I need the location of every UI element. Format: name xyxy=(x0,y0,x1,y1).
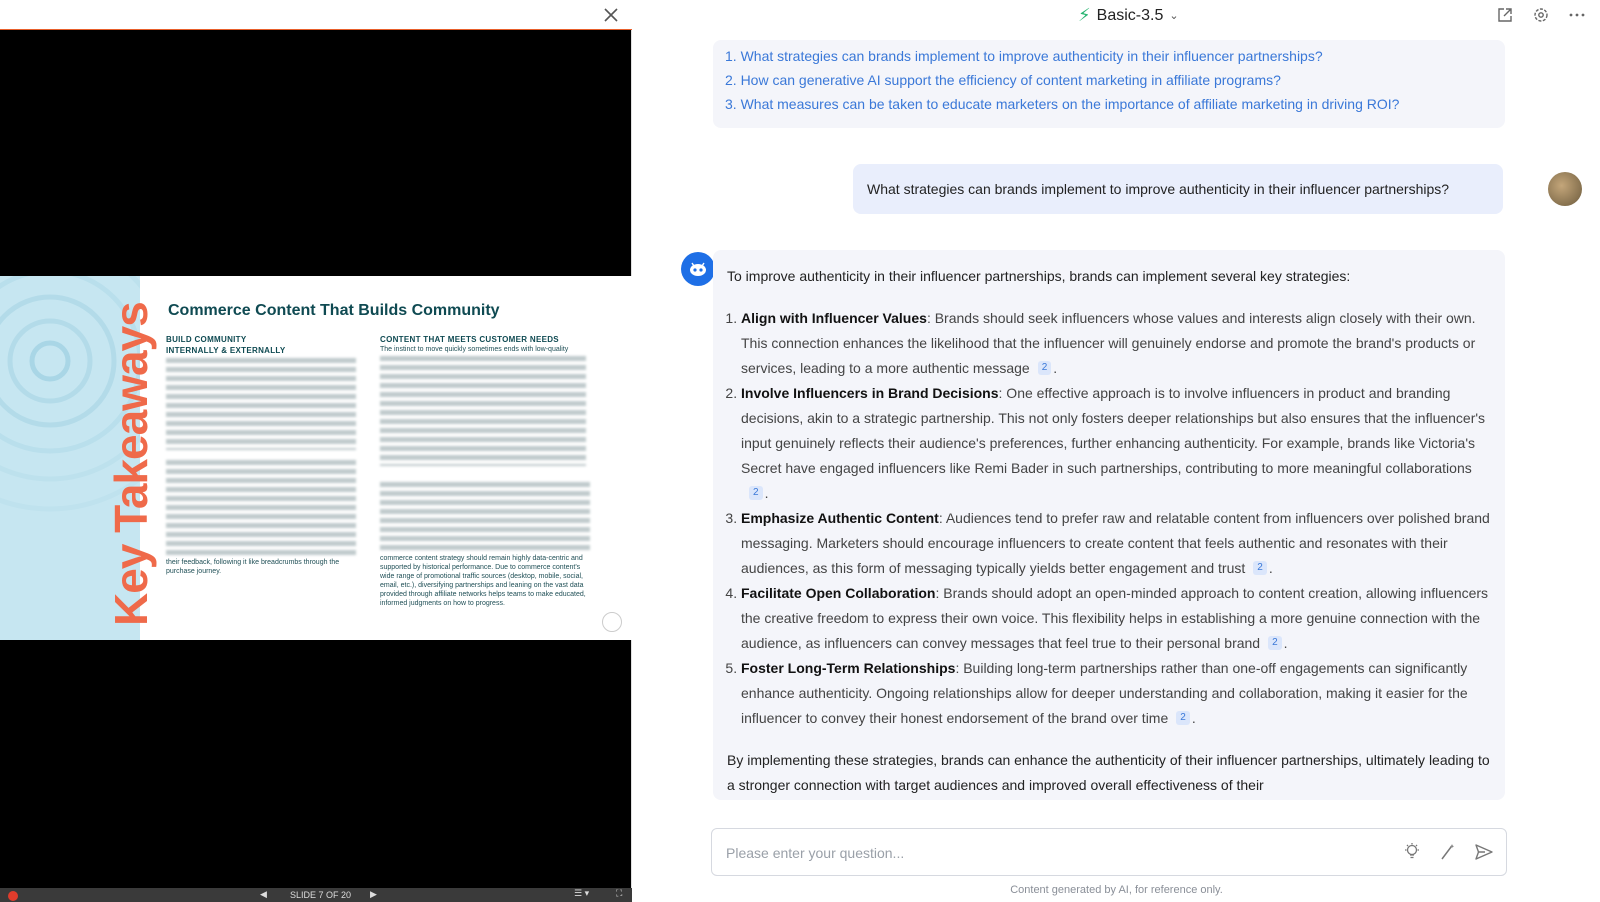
ai-disclaimer: Content generated by AI, for reference only. xyxy=(1010,884,1223,896)
fullscreen-icon[interactable]: ⛶ xyxy=(616,888,623,898)
record-icon[interactable] xyxy=(8,891,18,901)
settings-icon[interactable] xyxy=(1532,6,1550,24)
slide-counter: SLIDE 7 OF 20 xyxy=(290,890,352,900)
answer-item-text: : One effective approach is to involve influencers in product and branding decisions, akin to a strategic partnership. This not only fosters deeper relationships but also ensures that the influencer's input genuinely reflects their audience's preferences, further enhancing authenticity. For example, brands like Victoria's Secret have engaged influencers like Remi Bader in such partnerships, contributing to more meaningful collaborations xyxy=(741,385,1486,476)
slide-col2-tail: commerce content strategy should remain highly data-centric and supported by historical performance. Due to commerce content's wide range of promotional traffic sources (desktop, mobile, social, email, etc.), diversifying partnerships and leaning on the vast data provided through affiliate networks helps teams to make educated, informed judgments on how to progress. xyxy=(380,555,586,607)
viewer-topbar xyxy=(0,0,632,30)
chat-pane xyxy=(633,0,1600,902)
slide-col1-heading-line1: BUILD COMMUNITY xyxy=(166,335,247,344)
slide-vertical-title: Key Takeaways xyxy=(105,302,157,626)
citation-badge[interactable]: 2 xyxy=(749,486,763,500)
slide-col2-heading: CONTENT THAT MEETS CUSTOMER NEEDS xyxy=(380,335,559,344)
suggested-question-3[interactable]: 3. What measures can be taken to educate marketers on the importance of affiliate marketing in driving ROI? xyxy=(725,96,1400,112)
answer-item-title: Facilitate Open Collaboration xyxy=(741,585,936,601)
chat-topbar xyxy=(633,0,1600,30)
suggested-question-2[interactable]: 2. How can generative AI support the efficiency of content marketing in affiliate programs? xyxy=(725,72,1281,88)
slide-col2-blurred-text-2 xyxy=(380,482,590,552)
next-slide-icon[interactable]: ▶ xyxy=(370,889,377,899)
slide-col1-blurred-text xyxy=(166,358,356,450)
answer-item-text: : Audiences tend to prefer raw and relatable content from influencers over polished brand messaging. Marketers should encourage influencers to create content that feels authentic and resonates with their audiences, as this form of messaging typically yields better engagement and trust xyxy=(741,510,1490,576)
citation-badge[interactable]: 2 xyxy=(1253,561,1267,575)
answer-item-title: Align with Influencer Values xyxy=(741,310,927,326)
close-icon[interactable] xyxy=(602,6,620,24)
answer-list xyxy=(727,306,1491,731)
answer-item-text: : Brands should seek influencers whose values and interests align closely with their own. This connection enhances the likelihood that the influencer will genuinely endorse and promote the brand's products or services, leading to a more authentic message xyxy=(741,310,1476,376)
model-name: Basic-3.5 xyxy=(1096,6,1164,24)
user-avatar xyxy=(1548,172,1582,206)
question-input[interactable] xyxy=(726,841,1366,865)
citation-badge[interactable]: 2 xyxy=(1268,636,1282,650)
slide-col2-blurred-text xyxy=(380,356,586,466)
answer-item: 5. Foster Long-Term Relationships: Building long-term partnerships rather than one-off engagements can significantly enhance authenticity. Ongoing relationships allow for deeper understanding and collaboration, making it easier for the influencer to convey their honest endorsement of the brand over time 2 . xyxy=(741,656,1491,731)
model-selector[interactable] xyxy=(1078,5,1179,26)
magic-wand-icon[interactable] xyxy=(1438,842,1458,862)
citation-badge[interactable]: 2 xyxy=(1176,711,1190,725)
slide-canvas xyxy=(0,276,632,640)
citation-badge[interactable]: 2 xyxy=(1038,361,1052,375)
user-message: What strategies can brands implement to improve authenticity in their influencer partnerships? xyxy=(853,164,1503,214)
slide-col1-blurred-text-2 xyxy=(166,460,356,556)
answer-item-title: Involve Influencers in Brand Decisions xyxy=(741,385,999,401)
input-actions xyxy=(1402,842,1494,862)
send-icon[interactable] xyxy=(1474,842,1494,862)
more-icon[interactable] xyxy=(1568,6,1586,24)
slide-title: Commerce Content That Builds Community xyxy=(168,302,500,319)
slide-controls xyxy=(0,888,632,902)
slide-logo-icon xyxy=(602,612,622,632)
question-input-box xyxy=(711,828,1507,876)
assistant-answer xyxy=(713,250,1505,800)
slide-col1-heading-line2: INTERNALLY & EXTERNALLY xyxy=(166,346,286,355)
answer-item: 1. Align with Influencer Values: Brands should seek influencers whose values and interests align closely with their own. This connection enhances the likelihood that the influencer will genuinely endorse and promote the brand's products or services, leading to a more authentic message 2 . xyxy=(741,306,1491,381)
lightbulb-icon[interactable] xyxy=(1402,842,1422,862)
answer-item: 2. Involve Influencers in Brand Decisions: One effective approach is to involve influencers in product and branding decisions, akin to a strategic partnership. This not only fosters deeper relationships but also ensures that the influencer's input genuinely reflects their audience's preferences, further enhancing authenticity. For example, brands like Victoria's Secret have engaged influencers like Remi Bader in such partnerships, contributing to more meaningful collaborations2 . xyxy=(741,381,1491,506)
topbar-actions xyxy=(1496,6,1586,24)
chevron-down-icon: ⌄ xyxy=(1169,10,1179,22)
outline-menu-icon[interactable]: ☰ ▾ xyxy=(574,888,590,898)
slide-col1-heading xyxy=(166,334,286,356)
answer-item-title: Emphasize Authentic Content xyxy=(741,510,939,526)
answer-item-title: Foster Long-Term Relationships xyxy=(741,660,956,676)
suggested-questions xyxy=(713,40,1505,128)
assistant-avatar-icon xyxy=(681,252,715,286)
answer-intro: To improve authenticity in their influencer partnerships, brands can implement several key strategies: xyxy=(727,268,1351,284)
suggested-question-1[interactable]: 1. What strategies can brands implement to improve authenticity in their influencer partnerships? xyxy=(725,48,1323,64)
slide-col2-intro: The instinct to move quickly sometimes ends with low-quality xyxy=(380,346,569,353)
answer-item-text: : Brands should adopt an open-minded approach to content creation, allowing influencers the creative freedom to express their own voice. This flexibility helps in establishing a more genuine connection with the audience, as influencers can convey messages that feel true to their personal brand xyxy=(741,585,1489,651)
prev-slide-icon[interactable]: ◀ xyxy=(260,889,267,899)
answer-item: 3. Emphasize Authentic Content: Audiences tend to prefer raw and relatable content from influencers over polished brand messaging. Marketers should encourage influencers to create content that feels authentic and resonates with their audiences, as this form of messaging typically yields better engagement and trust 2 . xyxy=(741,506,1491,581)
open-external-icon[interactable] xyxy=(1496,6,1514,24)
slide-col1-tail: their feedback, following it like breadcrumbs through the purchase journey. xyxy=(166,559,340,575)
bolt-icon: ⚡ xyxy=(1078,5,1091,25)
answer-item: 4. Facilitate Open Collaboration: Brands should adopt an open-minded approach to content creation, allowing influencers the creative freedom to express their own voice. This flexibility helps in establishing a more genuine connection with the audience, as influencers can convey messages that feel true to their personal brand 2 . xyxy=(741,581,1491,656)
answer-item-text: : Building long-term partnerships rather than one-off engagements can significantly enhance authenticity. Ongoing relationships allow for deeper understanding and collaboration, making it easier for the influencer to convey their honest endorsement of the brand over time xyxy=(741,660,1468,726)
answer-conclusion: By implementing these strategies, brands can enhance the authenticity of their influencer partnerships, ultimately leading to a stronger connection with target audiences and improved overall effectiveness of their xyxy=(727,752,1490,793)
slide-viewer-pane xyxy=(0,0,632,902)
